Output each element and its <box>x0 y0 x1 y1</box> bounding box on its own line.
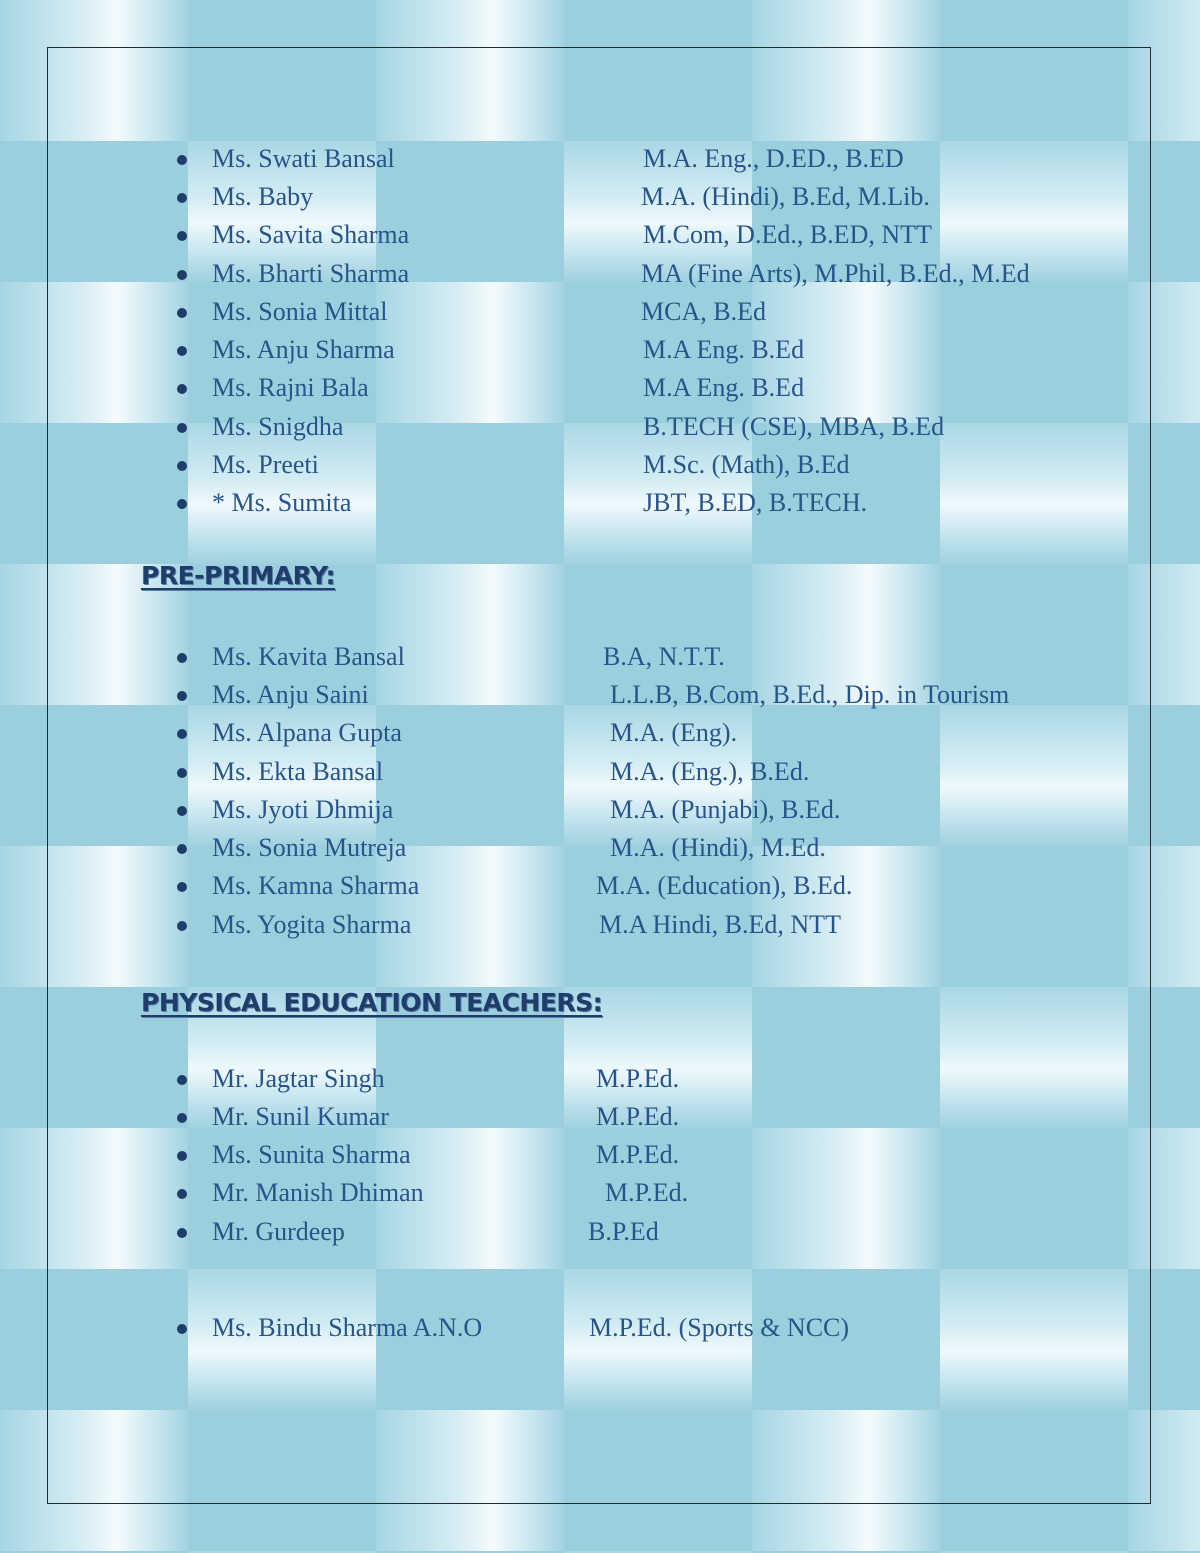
teacher-name: Mr. Sunil Kumar <box>212 1102 389 1131</box>
teacher-qualification: M.A. (Hindi), M.Ed. <box>610 833 826 862</box>
bullet-icon <box>177 193 187 203</box>
bullet-icon <box>177 729 187 739</box>
teacher-name: Ms. Savita Sharma <box>212 220 410 249</box>
teacher-name: Ms. Baby <box>212 182 314 211</box>
bullet-icon <box>177 882 187 892</box>
teacher-qualification: M.A Eng. B.Ed <box>643 373 805 402</box>
bullet-icon <box>177 423 187 433</box>
teacher-qualification: M.P.Ed. <box>605 1178 689 1207</box>
teacher-qualification: M.A Hindi, B.Ed, NTT <box>599 910 841 939</box>
teacher-name: Ms. Swati Bansal <box>212 144 395 173</box>
list-item <box>0 255 1200 293</box>
list-item <box>0 369 1200 407</box>
list-item <box>0 1174 1200 1212</box>
list-item <box>0 791 1200 829</box>
bullet-icon <box>177 1189 187 1199</box>
bullet-icon <box>177 1075 187 1085</box>
teacher-name: Ms. Alpana Gupta <box>212 718 402 747</box>
bullet-icon <box>177 1151 187 1161</box>
list-item <box>0 714 1200 752</box>
teacher-qualification: MA (Fine Arts), M.Phil, B.Ed., M.Ed <box>641 259 1030 288</box>
teacher-qualification: M.Sc. (Math), B.Ed <box>643 450 850 479</box>
teacher-name: Mr. Gurdeep <box>212 1217 345 1246</box>
bullet-icon <box>177 691 187 701</box>
teacher-name: Ms. Kamna Sharma <box>212 871 420 900</box>
teacher-qualification: B.TECH (CSE), MBA, B.Ed <box>643 412 945 441</box>
teacher-qualification: M.P.Ed. (Sports & NCC) <box>589 1313 850 1342</box>
teacher-qualification: M.P.Ed. <box>596 1140 680 1169</box>
section-heading-pre-primary: PRE-PRIMARY: <box>141 561 335 590</box>
bullet-icon <box>177 844 187 854</box>
list-item <box>0 676 1200 714</box>
teacher-name: Ms. Sonia Mutreja <box>212 833 407 862</box>
teacher-qualification: B.P.Ed <box>588 1217 659 1246</box>
teacher-name: Mr. Jagtar Singh <box>212 1064 385 1093</box>
teacher-qualification: M.P.Ed. <box>596 1064 680 1093</box>
bullet-icon <box>177 270 187 280</box>
list-item <box>0 140 1200 178</box>
list-item <box>0 178 1200 216</box>
list-item <box>0 1213 1200 1251</box>
teacher-name: Ms. Bindu Sharma A.N.O <box>212 1313 483 1342</box>
teacher-qualification: B.A, N.T.T. <box>603 642 725 671</box>
list-item <box>0 293 1200 331</box>
bullet-icon <box>177 921 187 931</box>
teacher-name: * Ms. Sumita <box>212 488 352 517</box>
teacher-name: Ms. Ekta Bansal <box>212 757 384 786</box>
list-item <box>0 1136 1200 1174</box>
teacher-name: Ms. Bharti Sharma <box>212 259 410 288</box>
bullet-icon <box>177 499 187 509</box>
teacher-qualification: MCA, B.Ed <box>641 297 766 326</box>
teacher-name: Ms. Anju Sharma <box>212 335 395 364</box>
teacher-qualification: JBT, B.ED, B.TECH. <box>643 488 868 517</box>
teacher-name: Ms. Jyoti Dhmija <box>212 795 394 824</box>
bullet-icon <box>177 1228 187 1238</box>
bullet-icon <box>177 768 187 778</box>
teacher-name: Ms. Snigdha <box>212 412 344 441</box>
bullet-icon <box>177 653 187 663</box>
teacher-qualification: M.A. (Hindi), B.Ed, M.Lib. <box>641 182 930 211</box>
teacher-qualification: M.A. (Eng). <box>610 718 738 747</box>
bullet-icon <box>177 155 187 165</box>
list-item <box>0 446 1200 484</box>
teacher-name: Ms. Rajni Bala <box>212 373 369 402</box>
list-item <box>0 753 1200 791</box>
list-item <box>0 1098 1200 1136</box>
teacher-qualification: M.A. Eng., D.ED., B.ED <box>643 144 904 173</box>
teacher-qualification: L.L.B, B.Com, B.Ed., Dip. in Tourism <box>610 680 1010 709</box>
teacher-qualification: M.P.Ed. <box>596 1102 680 1131</box>
section-heading-physical-education: PHYSICAL EDUCATION TEACHERS: <box>141 988 603 1017</box>
teacher-qualification: M.A. (Eng.), B.Ed. <box>610 757 810 786</box>
list-item <box>0 867 1200 905</box>
bullet-icon <box>177 1324 187 1334</box>
bullet-icon <box>177 461 187 471</box>
teacher-name: Ms. Sonia Mittal <box>212 297 388 326</box>
list-item <box>0 638 1200 676</box>
teacher-qualification: M.Com, D.Ed., B.ED, NTT <box>643 220 932 249</box>
list-item <box>0 1309 1200 1347</box>
teacher-qualification: M.A. (Education), B.Ed. <box>596 871 853 900</box>
teacher-qualification: M.A. (Punjabi), B.Ed. <box>610 795 841 824</box>
teacher-name: Mr. Manish Dhiman <box>212 1178 424 1207</box>
teacher-qualification: M.A Eng. B.Ed <box>643 335 805 364</box>
bullet-icon <box>177 1113 187 1123</box>
list-item <box>0 216 1200 254</box>
bullet-icon <box>177 308 187 318</box>
bullet-icon <box>177 384 187 394</box>
teacher-name: Ms. Sunita Sharma <box>212 1140 411 1169</box>
list-item <box>0 829 1200 867</box>
teacher-name: Ms. Kavita Bansal <box>212 642 405 671</box>
list-item <box>0 484 1200 522</box>
list-item <box>0 1060 1200 1098</box>
teacher-name: Ms. Anju Saini <box>212 680 369 709</box>
teacher-name: Ms. Yogita Sharma <box>212 910 412 939</box>
teacher-name: Ms. Preeti <box>212 450 319 479</box>
list-item <box>0 906 1200 944</box>
bullet-icon <box>177 231 187 241</box>
list-item <box>0 408 1200 446</box>
bullet-icon <box>177 806 187 816</box>
list-item <box>0 331 1200 369</box>
bullet-icon <box>177 346 187 356</box>
